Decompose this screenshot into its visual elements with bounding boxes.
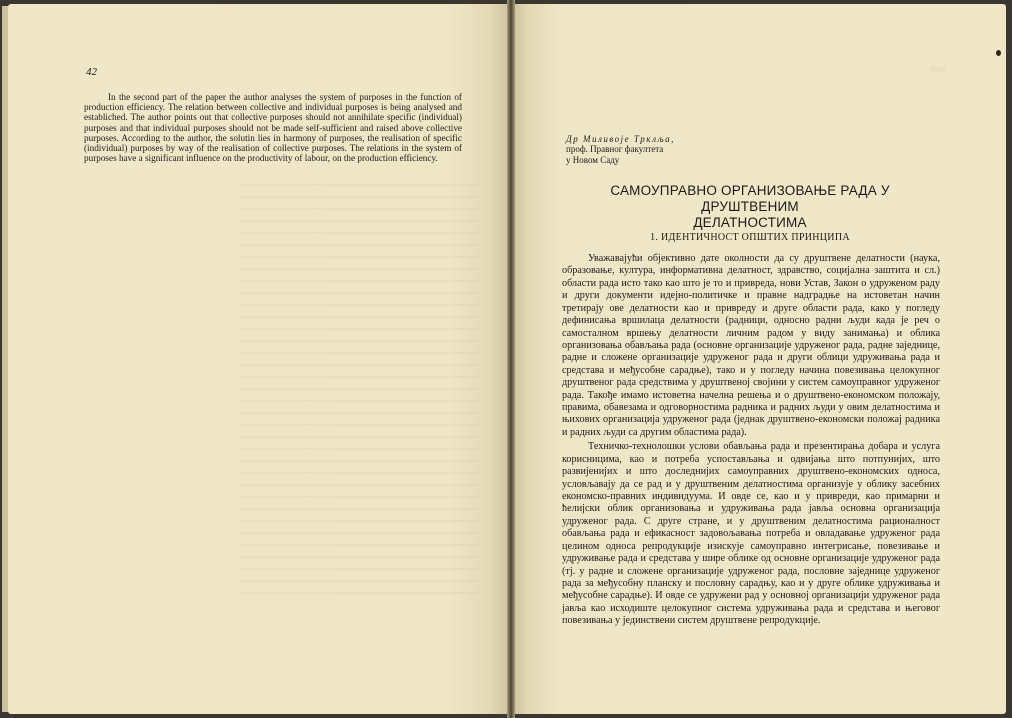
article-title [560,183,940,231]
page-number: 42 [86,66,97,78]
book-spine [507,0,515,718]
body-text [562,253,940,628]
author-block [566,134,675,165]
section-title: 1. ИДЕНТИЧНОСТ ОПШТИХ ПРИНЦИПА [650,232,850,243]
title-line-1: САМОУПРАВНО ОРГАНИЗОВАЊЕ РАДА У ДРУШТВЕНИМ [610,183,890,214]
title-line-2: ДЕЛАТНОСТИМА [693,215,807,230]
author-location: у Новом Саду [566,154,620,165]
faded-mark [930,66,946,72]
author-name: Др Миливоје Трклља, [566,134,675,144]
english-summary: In the second part of the paper the author analyses the system of purposes in the function of production efficiency. The relation between collective and individual purposes is being analysed and establiched. The author points out that collective purposes should not annihilate specific (individual) purposes and that individual purposes should not be made self-sufficient and raised above collective purposes. According to the author, the solutin lies in harmony of purposes, the realisation of specific (individual) purposes by way of the realisation of collective purposes. The relations in the system of purposes have a significant influence on the productivity of labour, on the production efficiency. [84,92,462,164]
paragraph-2: Техничко-технолошки услови обављања рада и презентирања добара и услуга корисницима, као и потреба успостављања и одвијања што потпунијих, што развијенијих и што доследнијих самоуправних друштвено-економских односа, условљавају да се рад и у друштвеним делатностима организује у облику засебних економско-правних индивидуума. И овде се, као и у привреди, као примарни и ћелијски облик организовања и удруживања рада јавља основна организација удруженог рада. С друге стране, и у друштвеним делатностима рационалност обављања рада и ефикасност задовољавања потреба и овладавање удруженог рада целином односа репродукције изискује самоуправно интегрисање, повезивање и удруживање рада и средстава у шире облике од основне организације удруженог рада (тј. у радне и сложене организације удруженог рада, пословне заједнице удруженог рада за међусобну планску и пословну сарадњу, као и у друге облике удруживања и међусобне сарадње). И овде се удружени рад у основној организацији удруженог рада јавља као исходиште целокупног система удруживања рада и средстава и његовог повезивања у јединствени систем друштвене репродукције. [562,441,940,627]
show-through [238,184,478,604]
paragraph-1: Уважавајући објективно дате околности да су друштвене делатности (наука, образовање, култура, информативна делатност, здравство, социјална заштита и сл.) области рада исто тако као што је то и привреда, нови Устав, Закон о удруженом раду и други документи идејно-политичке и правне надградње на истоветан начин третирају ове делатности као и привреду и друге области рада, како у погледу дефинисања вршилаца делатности (радници, односно радни људи када је реч о самосталном вршењу делатности личним радом у виду занимања) и облика организовања обављања рада (основне организације удруженог рада, радне заједнице, радне и сложене организације удруженог рада и други облици удруживања рада и средстава и међусобне сарадње), тако и у погледу начина повезивања целокупног друштвеног рада средствима у друштвеној својини у систем самоуправног удруженог рада. Такође имамо истоветна начелна решења и о друштвено-економском положају, правима, обавезама и одговорностима радника и радних људи у овим делатностима и њихових организација удруженог рада (једнак друштвено-економски положај радника и радних људи са другим областима рада). [562,253,940,438]
author-position: проф. Правног факултета [566,144,664,155]
ink-spot [996,50,1001,56]
